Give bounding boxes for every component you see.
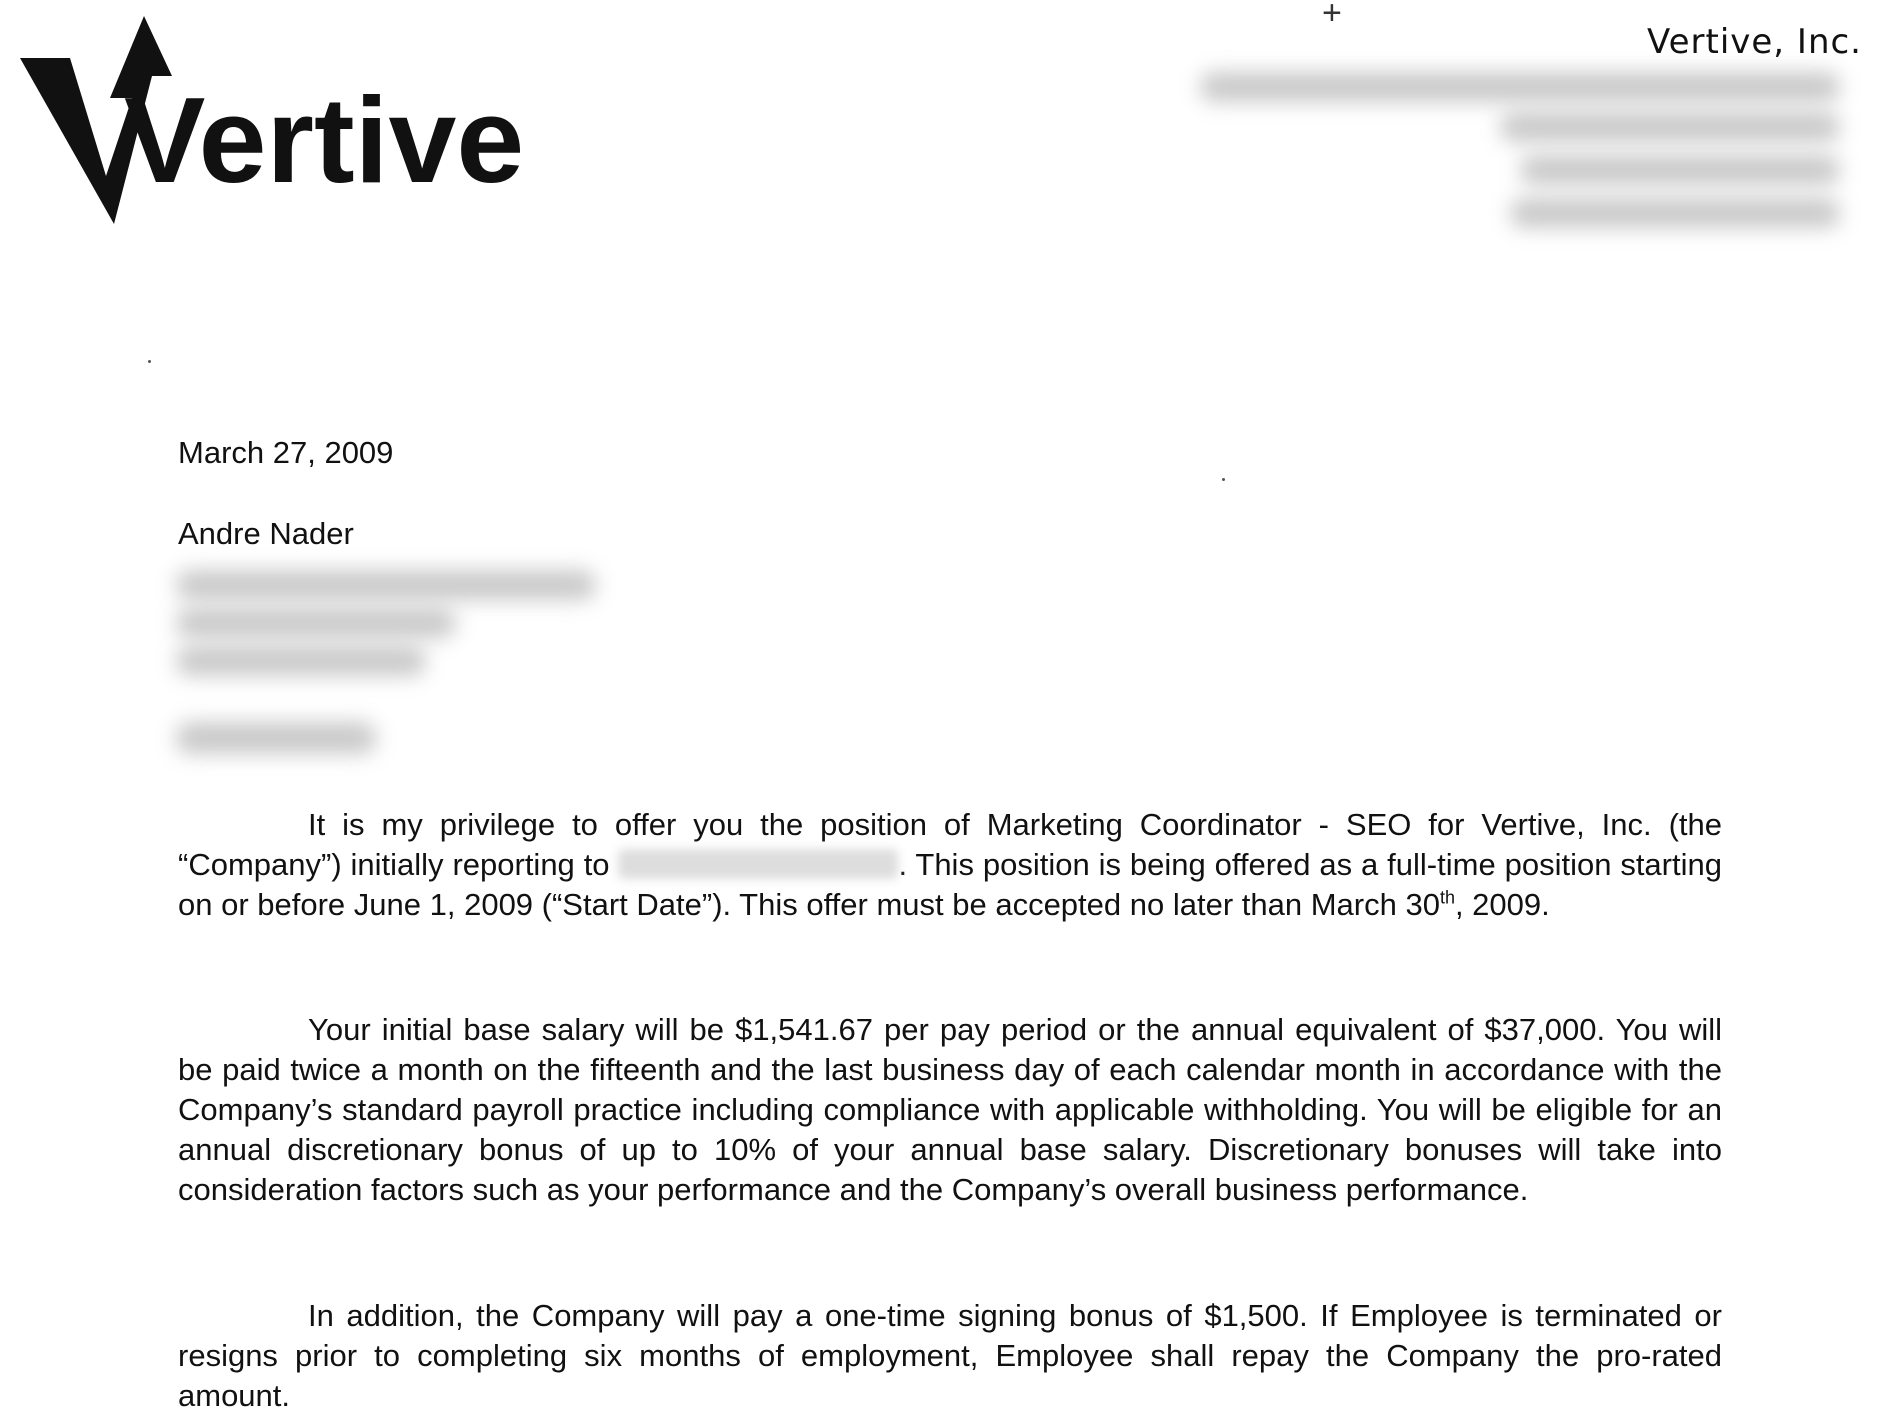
redacted-company-address-line-2	[1500, 112, 1840, 142]
redacted-company-fax	[1510, 198, 1840, 228]
scan-speck	[148, 360, 151, 363]
paragraph-offer-part-2: . This position is being offered as a full-time position starting on or before June 1, 2009 (“Start Date”). This offer must be accepted no later than March 30	[178, 847, 1722, 922]
logo-text: Vertive	[124, 72, 525, 208]
redacted-recipient-street	[176, 570, 596, 600]
paragraph-offer-part-1: It is my privilege to offer you the position of Marketing Coordinator - SEO for Vertive, Inc. (the “Company”) initially reporting to	[178, 807, 1722, 882]
redacted-company-address-line-1	[1200, 72, 1840, 102]
redacted-recipient-city	[176, 608, 456, 638]
redacted-manager-name	[618, 849, 898, 879]
logo-arrow-icon	[14, 6, 525, 236]
redacted-salutation	[176, 722, 376, 754]
redacted-recipient-phone	[176, 646, 426, 676]
paragraph-signing-bonus: In addition, the Company will pay a one-time signing bonus of $1,500. If Employee is terminated or resigns prior to completing six months of employment, Employee shall repay the Company the pro-rated amount.	[178, 1298, 1722, 1413]
letter-date: March 27, 2009	[178, 435, 394, 470]
paragraph-salary: Your initial base salary will be $1,541.67 per pay period or the annual equivalent of $37,000. You will be paid twice a month on the fifteenth and the last business day of each calendar month in accordance with the Company’s standard payroll practice including compliance with applicable withholding. You will be eligible for an annual discretionary bonus of up to 10% of your annual base salary. Discretionary bonuses will take into consideration factors such as your performance and the Company’s overall business performance.	[178, 1012, 1722, 1207]
company-name: Vertive, Inc.	[1646, 22, 1862, 62]
redacted-company-phone	[1520, 155, 1840, 185]
ordinal-suffix: th	[1439, 887, 1455, 908]
paragraph-offer	[178, 805, 1722, 925]
paragraph-offer-part-3: , 2009.	[1454, 887, 1550, 922]
vertive-logo	[14, 6, 525, 236]
scan-speck	[1222, 478, 1225, 481]
registration-mark: +	[1322, 0, 1342, 32]
recipient-name: Andre Nader	[178, 516, 354, 551]
